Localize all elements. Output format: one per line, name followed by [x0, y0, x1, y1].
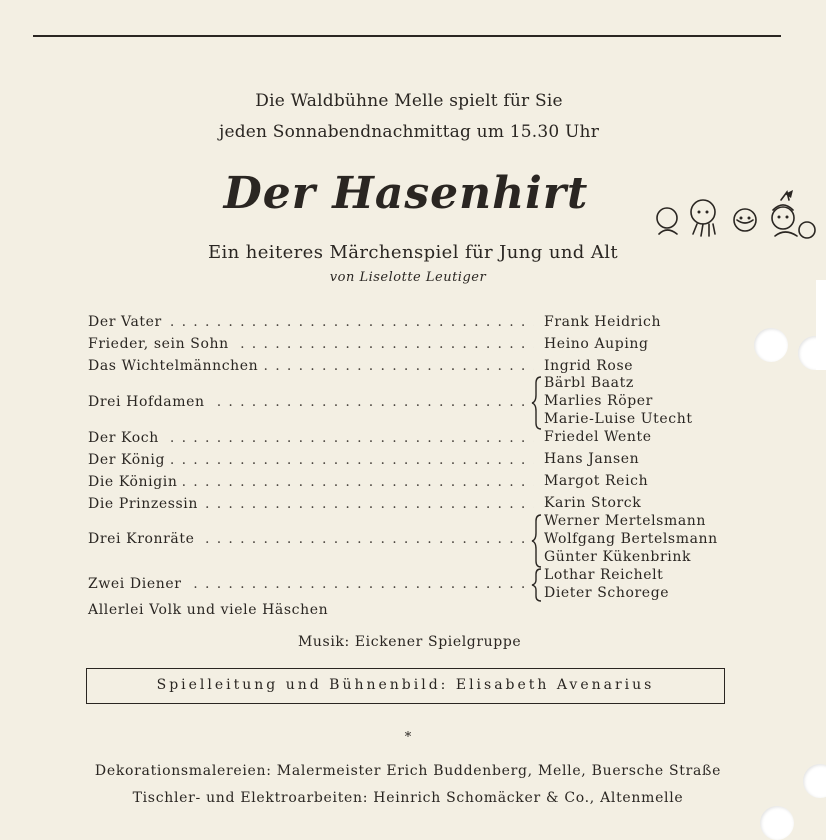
- intro-line-2: jeden Sonnabendnachmittag um 15.30 Uhr: [218, 122, 600, 142]
- cast-row: [88, 336, 548, 356]
- cast-row: [88, 452, 548, 472]
- cast-actor: Werner Mertelsmann: [544, 513, 707, 529]
- cast-actor: Karin Storck: [544, 495, 642, 511]
- brace-icon: [531, 514, 543, 568]
- cast-actor: Günter Kükenbrink: [544, 549, 692, 565]
- cast-actor: Frank Heidrich: [544, 314, 662, 330]
- ensemble-line: Allerlei Volk und viele Häschen: [88, 602, 329, 618]
- brace-icon: [531, 376, 543, 430]
- cast-actor: Wolfgang Bertelsmann: [544, 531, 718, 547]
- cast-role: Der Koch: [88, 430, 163, 446]
- cast-actor: Margot Reich: [544, 473, 649, 489]
- cast-row: [88, 576, 548, 596]
- punch-hole: [754, 328, 788, 362]
- carpentry-credit: Tischler- und Elektroarbeiten: Heinrich Schomäcker & Co., Altenmelle: [132, 790, 684, 806]
- top-rule: [33, 35, 781, 37]
- cast-role: Der Vater: [88, 314, 166, 330]
- music-credit: Musik: Eickener Spielgruppe: [298, 634, 522, 650]
- cast-row: [88, 314, 548, 334]
- brace-icon: [531, 568, 543, 602]
- cast-row: [88, 496, 548, 516]
- separator-star: *: [404, 730, 412, 745]
- author-line: von Liselotte Leutiger: [329, 270, 487, 285]
- cast-actor: Marlies Röper: [544, 393, 653, 409]
- cast-row: [88, 531, 548, 551]
- cast-actor: Lothar Reichelt: [544, 567, 664, 583]
- cast-actor: Dieter Schorege: [544, 585, 670, 601]
- cast-role: Drei Hofdamen: [88, 394, 209, 410]
- cast-actor: Heino Auping: [544, 336, 649, 352]
- direction-box: Spielleitung und Bühnenbild: Elisabeth Avenarius: [86, 668, 725, 704]
- cast-role: Zwei Diener: [88, 576, 186, 592]
- decoration-credit: Dekorationsmalereien: Malermeister Erich Buddenberg, Melle, Buersche Straße: [94, 763, 722, 779]
- cast-actor: Friedel Wente: [544, 429, 652, 445]
- cast-role: Die Prinzessin: [88, 496, 202, 512]
- cast-role: Der König: [88, 452, 169, 468]
- cast-role: Drei Kronräte: [88, 531, 198, 547]
- cast-actor: Hans Jansen: [544, 451, 640, 467]
- cast-actor: Bärbl Baatz: [544, 375, 634, 391]
- play-subtitle: Ein heiteres Märchenspiel für Jung und Alt: [207, 242, 619, 263]
- cast-row: [88, 358, 548, 378]
- cast-role: Das Wichtelmännchen: [88, 358, 262, 374]
- cast-row: [88, 474, 548, 494]
- punch-hole: [760, 806, 794, 840]
- children-illustration-icon: [645, 190, 821, 246]
- cast-actor: Marie-Luise Utecht: [544, 411, 693, 427]
- torn-edge: [816, 280, 826, 370]
- cast-row: [88, 394, 548, 414]
- cast-role: Frieder, sein Sohn: [88, 336, 233, 352]
- cast-role: Die Königin: [88, 474, 182, 490]
- cast-row: [88, 430, 548, 450]
- play-title: Der Hasenhirt: [223, 168, 589, 219]
- cast-actor: Ingrid Rose: [544, 358, 634, 374]
- intro-line-1: Die Waldbühne Melle spielt für Sie: [255, 91, 563, 111]
